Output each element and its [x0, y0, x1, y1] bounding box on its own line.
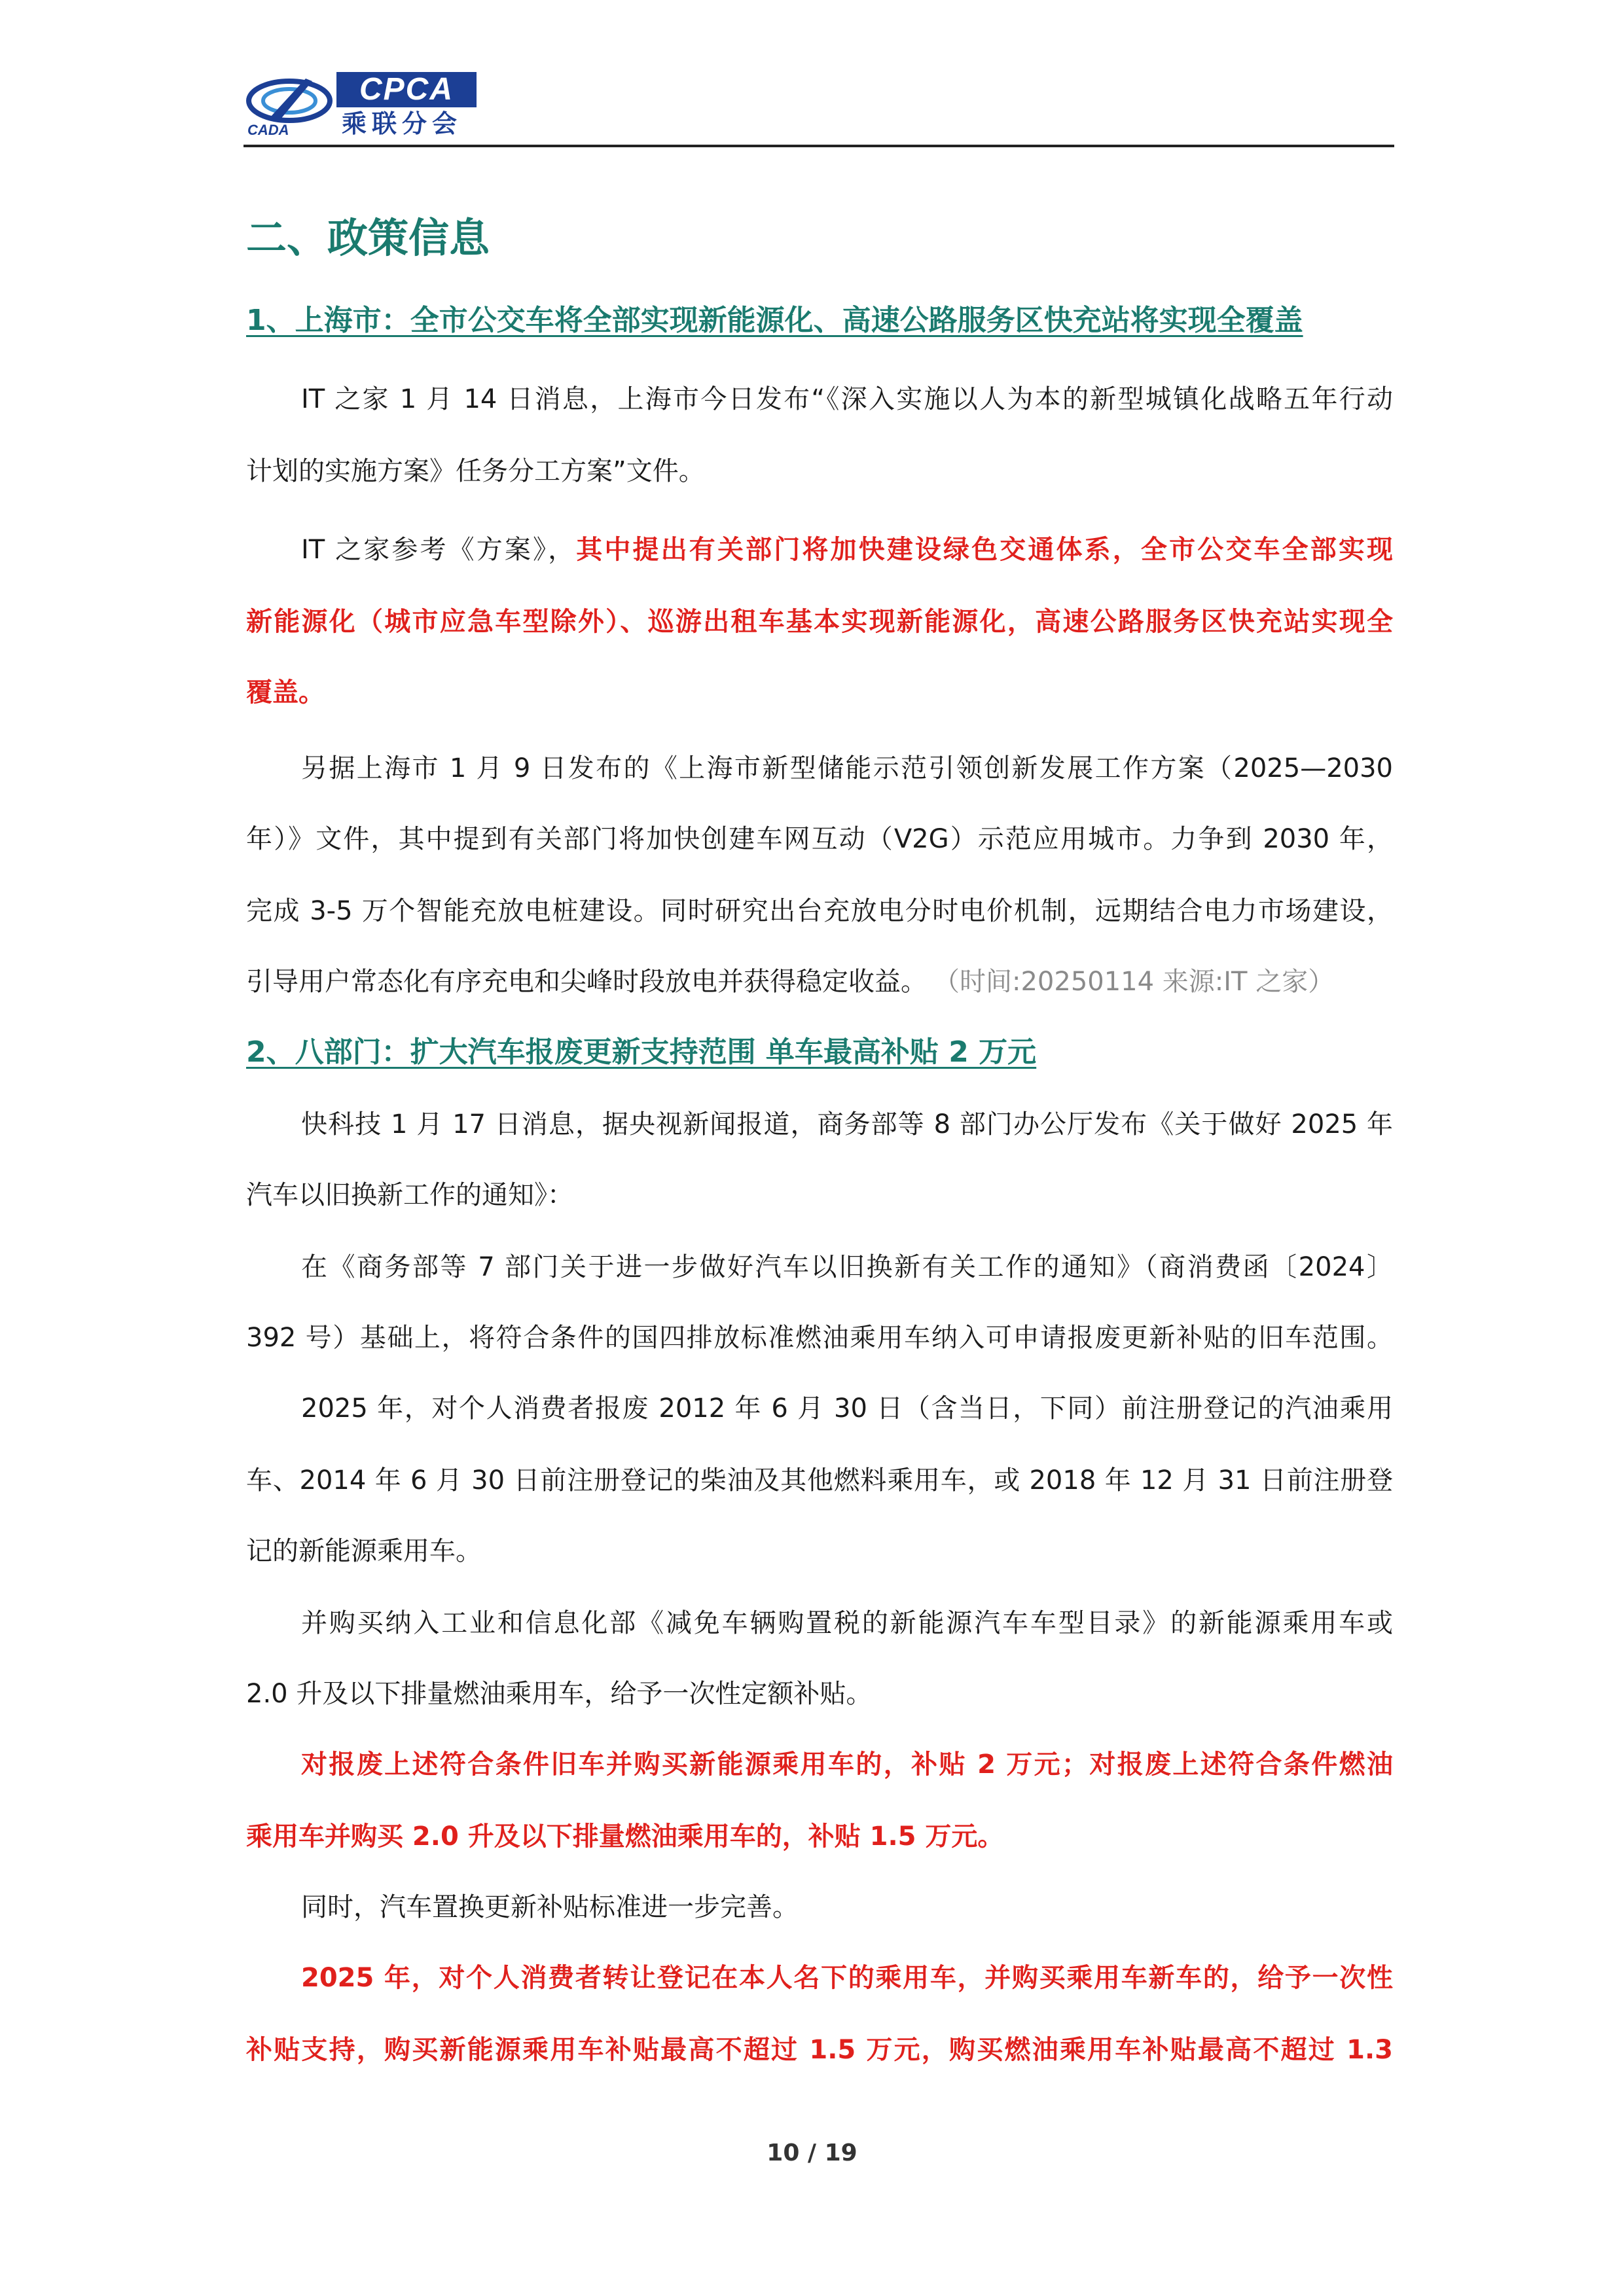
item-2-para-2-line-1: 在《商务部等 7 部门关于进一步做好汽车以旧换新有关工作的通知》（商消费函〔2024〕 — [301, 1252, 1393, 1282]
item-2-para-1-line-1: 快科技 1 月 17 日消息，据央视新闻报道，商务部等 8 部门办公厅发布《关于做好 2025 年 — [301, 1109, 1393, 1139]
item-1-para-2-red-3: 覆盖。 — [246, 677, 325, 708]
logo-cpca-text: CPCA — [336, 72, 477, 107]
page-number — [0, 2139, 1624, 2168]
item-2-para-3-line-1: 2025 年，对个人消费者报废 2012 年 6 月 30 日（含当日，下同）前注册登记的汽油乘用 — [301, 1393, 1393, 1424]
item-1-para-2-red-1: 其中提出有关部门将加快建设绿色交通体系，全市公交车全部实现 — [576, 535, 1393, 565]
item-1-para-3-line-3: 完成 3-5 万个智能充放电桩建设。同时研究出台充放电分时电价机制，远期结合电力市场建设， — [246, 896, 1393, 926]
item-2-para-6: 同时，汽车置换更新补贴标准进一步完善。 — [301, 1892, 799, 1922]
item-2-para-5-line-2: 乘用车并购买 2.0 升及以下排量燃油乘用车的，补贴 1.5 万元。 — [246, 1821, 1004, 1852]
item-1-para-1-line-1: IT 之家 1 月 14 日消息，上海市今日发布“《深入实施以人为本的新型城镇化战略五年行动 — [301, 384, 1393, 414]
header-rule — [244, 145, 1394, 147]
item-2-para-4-line-2: 2.0 升及以下排量燃油乘用车，给予一次性定额补贴。 — [246, 1679, 873, 1709]
item-1-para-3-line-1: 另据上海市 1 月 9 日发布的《上海市新型储能示范引领创新发展工作方案（2025—2030 — [301, 753, 1393, 783]
item-1-para-2-line-1 — [246, 530, 1393, 569]
item-1-source: （时间:20250114 来源:IT 之家） — [947, 967, 1335, 997]
cpca-logo — [244, 68, 486, 141]
page-current: 10 — [767, 2140, 800, 2166]
section-title: 二、政策信息 — [246, 214, 490, 262]
item-2-heading: 2、八部门：扩大汽车报废更新支持范围 单车最高补贴 2 万元 — [246, 1035, 1037, 1069]
item-1-para-3-line-4-text: 引导用户常态化有序充电和尖峰时段放电并获得稳定收益。 — [246, 967, 927, 997]
logo-chinese-text: 乘联分会 — [342, 109, 463, 138]
item-2-para-2-line-2: 392 号）基础上，将符合条件的国四排放标准燃油乘用车纳入可申请报废更新补贴的旧车范围。 — [246, 1323, 1393, 1353]
item-1-para-2-red-2: 新能源化（城市应急车型除外）、巡游出租车基本实现新能源化，高速公路服务区快充站实现全 — [246, 607, 1393, 637]
page-header — [244, 68, 1394, 147]
item-2-para-4-line-1: 并购买纳入工业和信息化部《减免车辆购置税的新能源汽车车型目录》的新能源乘用车或 — [301, 1608, 1393, 1638]
item-2-para-3-line-3: 记的新能源乘用车。 — [246, 1536, 482, 1566]
cada-emblem-icon — [244, 72, 342, 137]
item-1-para-3-line-4 — [246, 962, 1393, 1001]
page-total: 19 — [824, 2140, 857, 2166]
item-1-para-3-line-2: 年）》文件，其中提到有关部门将加快创建车网互动（V2G）示范应用城市。力争到 2030 年， — [246, 824, 1393, 854]
item-1-para-1-line-2: 计划的实施方案》任务分工方案”文件。 — [246, 456, 705, 486]
item-2-para-7-line-1: 2025 年，对个人消费者转让登记在本人名下的乘用车，并购买乘用车新车的，给予一次性 — [301, 1963, 1393, 1993]
emblem-text: CADA — [247, 122, 289, 137]
item-2-para-3-line-2: 车、2014 年 6 月 30 日前注册登记的柴油及其他燃料乘用车，或 2018 年 12 月 31 日前注册登 — [246, 1465, 1393, 1496]
item-2-para-1-line-2: 汽车以旧换新工作的通知》： — [246, 1180, 573, 1210]
item-2-para-5-line-1: 对报废上述符合条件旧车并购买新能源乘用车的，补贴 2 万元；对报废上述符合条件燃油 — [301, 1749, 1393, 1780]
item-1-heading: 1、上海市：全市公交车将全部实现新能源化、高速公路服务区快充站将实现全覆盖 — [246, 304, 1303, 337]
item-1-para-2-prefix: IT 之家参考《方案》， — [301, 535, 577, 565]
page-separator: / — [807, 2140, 817, 2166]
item-2-para-7-line-2: 补贴支持，购买新能源乘用车补贴最高不超过 1.5 万元，购买燃油乘用车补贴最高不超过 1.3 — [246, 2035, 1393, 2065]
